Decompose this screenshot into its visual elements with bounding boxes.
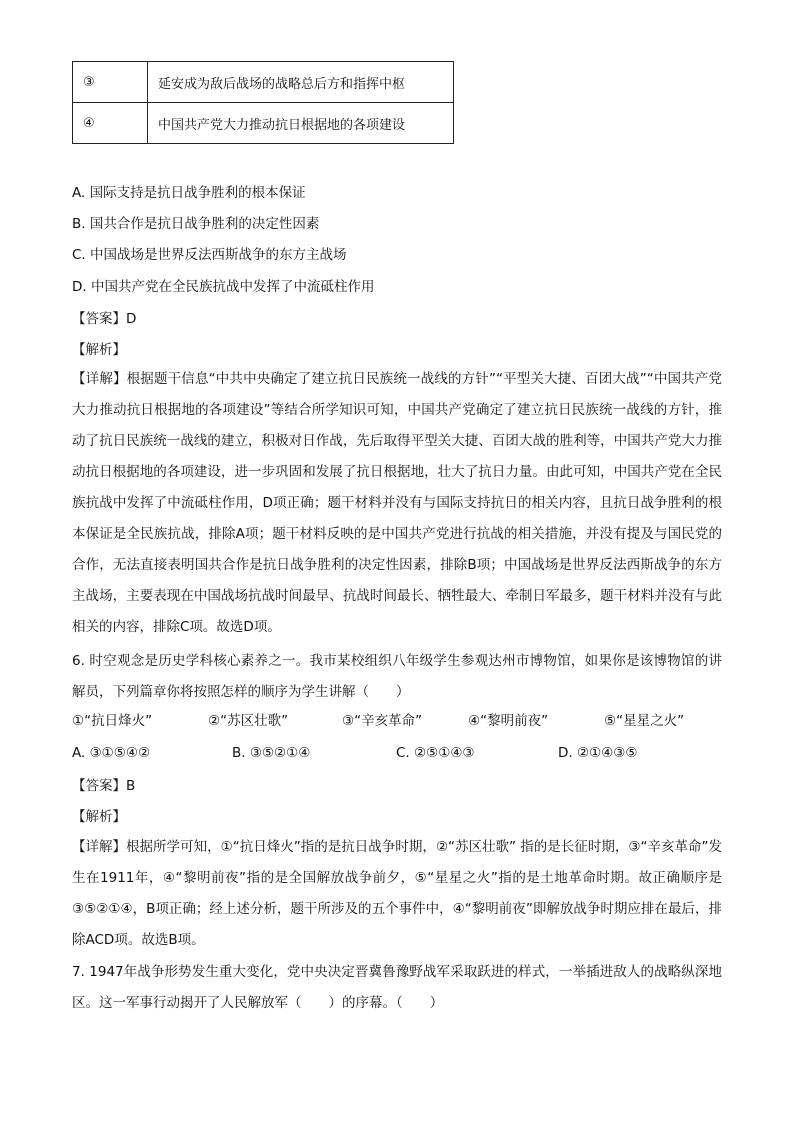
q6-option-b: B. ③⑤②①④ — [232, 745, 311, 761]
q6-option-d: D. ②①④③⑤ — [558, 745, 638, 761]
q6-detail: 【详解】根据所学可知，①“抗日烽火”指的是抗日战争时期，②“苏区壮歌” 指的是长征时期，③“辛亥革命”发生在1911年，④“黎明前夜”指的是全国解放战争前夕，⑤“星星之火”指的是土地革命时期。故正确顺序是③⑤②①④，B项正确；经上述分析，题干所涉及的五个事件中，④“黎明前夜”即解放战争时期应排在最后，排除ACD项。故选B项。 — [72, 839, 722, 948]
q5-detail: 【详解】根据题干信息“中共中央确定了建立抗日民族统一战线的方针”“平型关大捷、百团大战”“中国共产党大力推动抗日根据地的各项建设”等结合所学知识可知，中国共产党确定了建立抗日民族统一战线的方针，推动了抗日民族统一战线的建立，积极对日作战，先后取得平型关大捷、百团大战的胜利等，中国共产党大力推动抗日根据地的各项建设，进一步巩固和发展了抗日根据地，壮大了抗日力量。由此可知，中国共产党在全民族抗战中发挥了中流砥柱作用，D项正确；题干材料并没有与国际支持抗日的相关内容，且抗日战争胜利的根本保证是全民族抗战，排除A项；题干材料反映的是中国共产党进行抗战的相关措施，并没有提及与国民党的合作，无法直接表明国共合作是抗日战争胜利的决定性因素，排除B项；中国战场是世界反法西斯战争的东方主战场，主要表现在中国战场抗战时间最早、抗战时间最长、牺牲最大、牵制日军最多，题干材料并没有与此相关的内容，排除C项。故选D项。 — [72, 371, 722, 635]
table-row — [73, 103, 454, 144]
reference-table — [72, 61, 454, 144]
table-cell-num: ③ — [73, 62, 148, 103]
q6-analysis-label: 【解析】 — [72, 809, 126, 825]
table-row — [73, 62, 454, 103]
q5-analysis-label: 【解析】 — [72, 342, 126, 358]
q6-option-a: A. ③①⑤④② — [72, 745, 151, 761]
table-cell-text: 中国共产党大力推动抗日根据地的各项建设 — [148, 103, 454, 144]
q6-answer: 【答案】B — [72, 778, 136, 794]
q5-option-b: B. 国共合作是抗日战争胜利的决定性因素 — [72, 216, 320, 232]
q6-option-c: C. ②⑤①④③ — [396, 745, 475, 761]
q6-item: ⑤“星星之火” — [604, 713, 685, 729]
q5-answer: 【答案】D — [72, 311, 137, 327]
q5-option-a: A. 国际支持是抗日战争胜利的根本保证 — [72, 185, 306, 201]
q6-item: ②“苏区壮歌” — [208, 713, 289, 729]
table-cell-text: 延安成为敌后战场的战略总后方和指挥中枢 — [148, 62, 454, 103]
table-cell-num: ④ — [73, 103, 148, 144]
q6-item: ①“抗日烽火” — [72, 713, 153, 729]
q6-item: ③“辛亥革命” — [342, 713, 423, 729]
q5-option-c: C. 中国战场是世界反法西斯战争的东方主战场 — [72, 247, 347, 263]
q7-stem: 7. 1947年战争形势发生重大变化，党中央决定晋冀鲁豫野战军采取跃进的样式，一举插进敌人的战略纵深地区。这一军事行动揭开了人民解放军（ ）的序幕。（ ） — [72, 964, 722, 1011]
q6-stem: 6. 时空观念是历史学科核心素养之一。我市某校组织八年级学生参观达州市博物馆，如果你是该博物馆的讲解员，下列篇章你将按照怎样的顺序为学生讲解（ ） — [72, 653, 722, 700]
q5-option-d: D. 中国共产党在全民族抗战中发挥了中流砥柱作用 — [72, 279, 375, 295]
q6-item: ④“黎明前夜” — [468, 713, 549, 729]
